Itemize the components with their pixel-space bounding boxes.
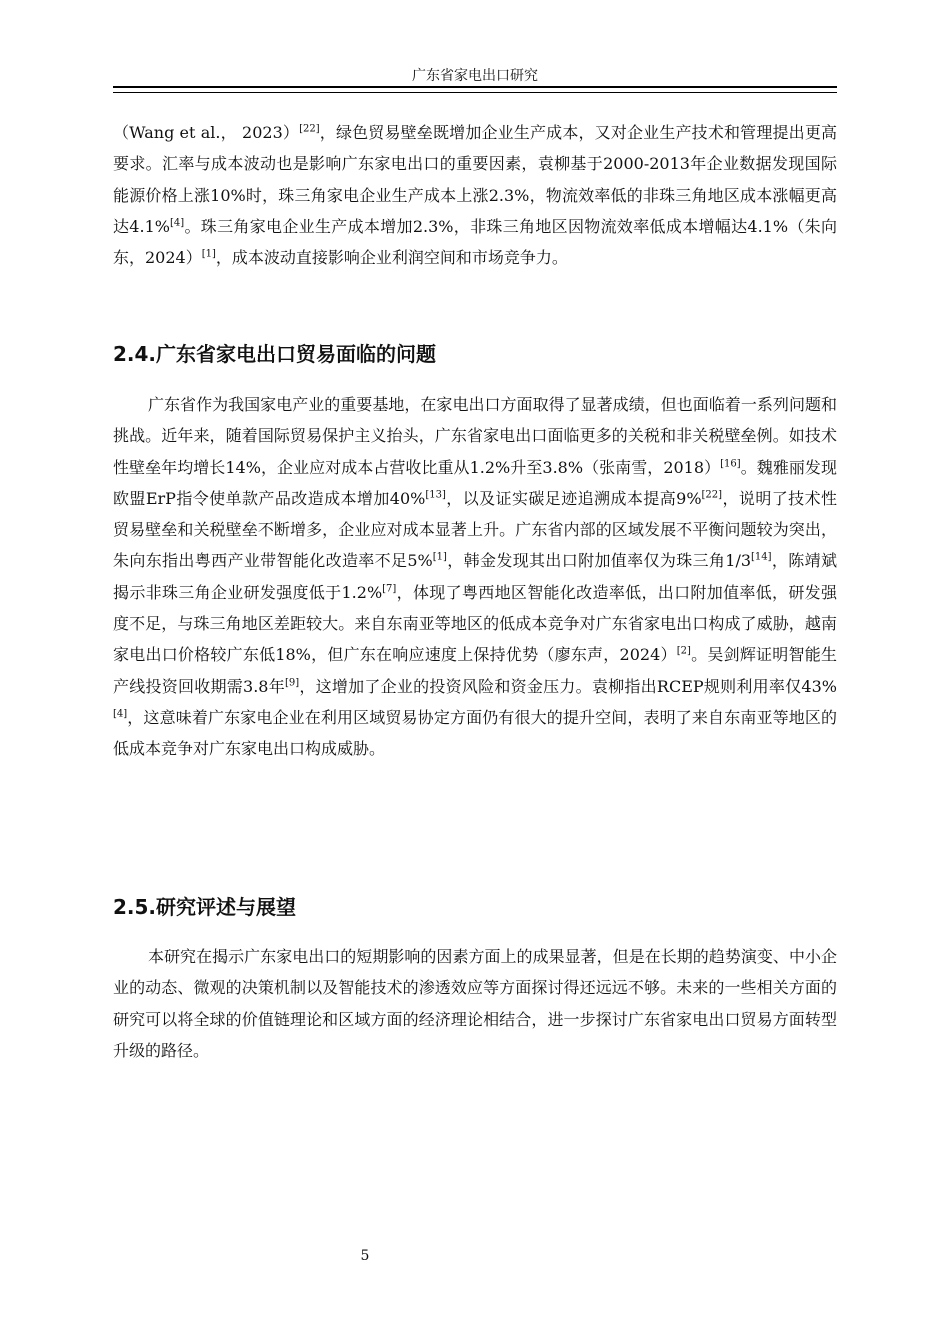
text-run: ，陈靖斌揭示非珠三角企业研发强度低于1.2% bbox=[113, 551, 837, 602]
section-2-5-paragraph: 本研究在揭示广东家电出口的短期影响的因素方面上的成果显著，但是在长期的趋势演变、中小企业的动态、微观的决策机制以及智能技术的渗透效应等方面探讨得还远远不够。未来的一些相关方面的研究可以将全球的价值链理论和区域方面的经济理论相结合，进一步探讨广东省家电出口贸易方面转型升级的路径。 bbox=[113, 947, 837, 1060]
text-run: 。珠三角家电企业生产成本增加2.3%，非珠三角地区因物流效率低成本增幅达4.1%（朱向东，2024） bbox=[113, 216, 837, 268]
text-run: ，这增加了企业的投资风险和资金压力。袁柳指出RCEP规则利用率仅43% bbox=[299, 676, 837, 696]
text-run: ，成本波动直接影响企业利润空间和市场竞争力。 bbox=[215, 248, 568, 268]
running-header: 广东省家电出口研究 bbox=[412, 68, 538, 84]
text-run: ，这意味着广东家电企业在利用区域贸易协定方面仍有很大的提升空间，表明了来自东南亚等地区的低成本竞争对广东家电出口构成威胁。 bbox=[113, 707, 837, 759]
citation: [4] bbox=[169, 217, 185, 229]
text-run: ，体现了粤西地区智能化改造率低，出口附加值率低，研发强度不足，与珠三角地区差距较大。来自东南亚等地区的低成本竞争对广东省家电出口构成了威胁，越南家电出口价格较广东低18%，但广东在响应速度上保持优势（廖东声，2024） bbox=[113, 582, 837, 665]
citation: [16] bbox=[720, 458, 741, 470]
text-run: 。魏雅丽发现欧盟ErP指令使单款产品改造成本增加40% bbox=[113, 457, 837, 508]
text-run: 广东省作为我国家电产业的重要基地，在家电出口方面取得了显著成绩，但也面临着一系列问题和挑战。近年来，随着国际贸易保护主义抬头，广东省家电出口面临更多的关税和非关税壁垒例。如技术性壁垒年均增长14%，企业应对成本占营收比重从1.2%升至3.8%（张南雪，2018） bbox=[113, 395, 837, 477]
citation: [7] bbox=[382, 583, 397, 595]
section-2-4-paragraph bbox=[113, 389, 837, 765]
text-run: ，韩金发现其出口附加值率仅为珠三角1/3 bbox=[446, 551, 752, 571]
text-run: ，以及证实碳足迹追溯成本提高9% bbox=[445, 488, 702, 508]
text-run: （Wang et al.， 2023） bbox=[113, 123, 300, 142]
text-run: 。吴剑辉证明智能生产线投资回收期需3.8年 bbox=[113, 645, 837, 696]
text-run: ，绿色贸易壁垒既增加企业生产成本，又对企业生产技术和管理提出更高要求。汇率与成本波动也是影响广东家电出口的重要因素，袁柳基于2000-2013年企业数据发现国际能源价格上涨10%时，珠三角家电企业生产成本上涨2.3%，物流效率低的非珠三角地区成本涨幅更高达4.1% bbox=[113, 123, 837, 236]
citation: [4] bbox=[113, 708, 128, 720]
page-number: 5 bbox=[360, 1248, 370, 1264]
citation: [14] bbox=[751, 552, 772, 564]
citation: [22] bbox=[299, 123, 320, 135]
section-heading-2-5: 2.5.研究评述与展望 bbox=[113, 895, 297, 919]
citation: [13] bbox=[425, 489, 446, 501]
citation: [2] bbox=[676, 646, 691, 658]
text-run: ，说明了技术性贸易壁垒和关税壁垒不断增多，企业应对成本显著上升。广东省内部的区域发展不平衡问题较为突出，朱向东指出粤西产业带智能化改造率不足5% bbox=[113, 488, 837, 571]
header-rule-thick bbox=[113, 86, 837, 88]
citation: [1] bbox=[432, 552, 447, 564]
section-heading-2-4: 2.4.广东省家电出口贸易面临的问题 bbox=[113, 342, 437, 366]
citation: [22] bbox=[701, 489, 723, 501]
citation: [1] bbox=[201, 248, 216, 260]
intro-paragraph bbox=[113, 117, 837, 273]
citation: [9] bbox=[284, 677, 300, 689]
header-rule-thin bbox=[113, 92, 837, 93]
